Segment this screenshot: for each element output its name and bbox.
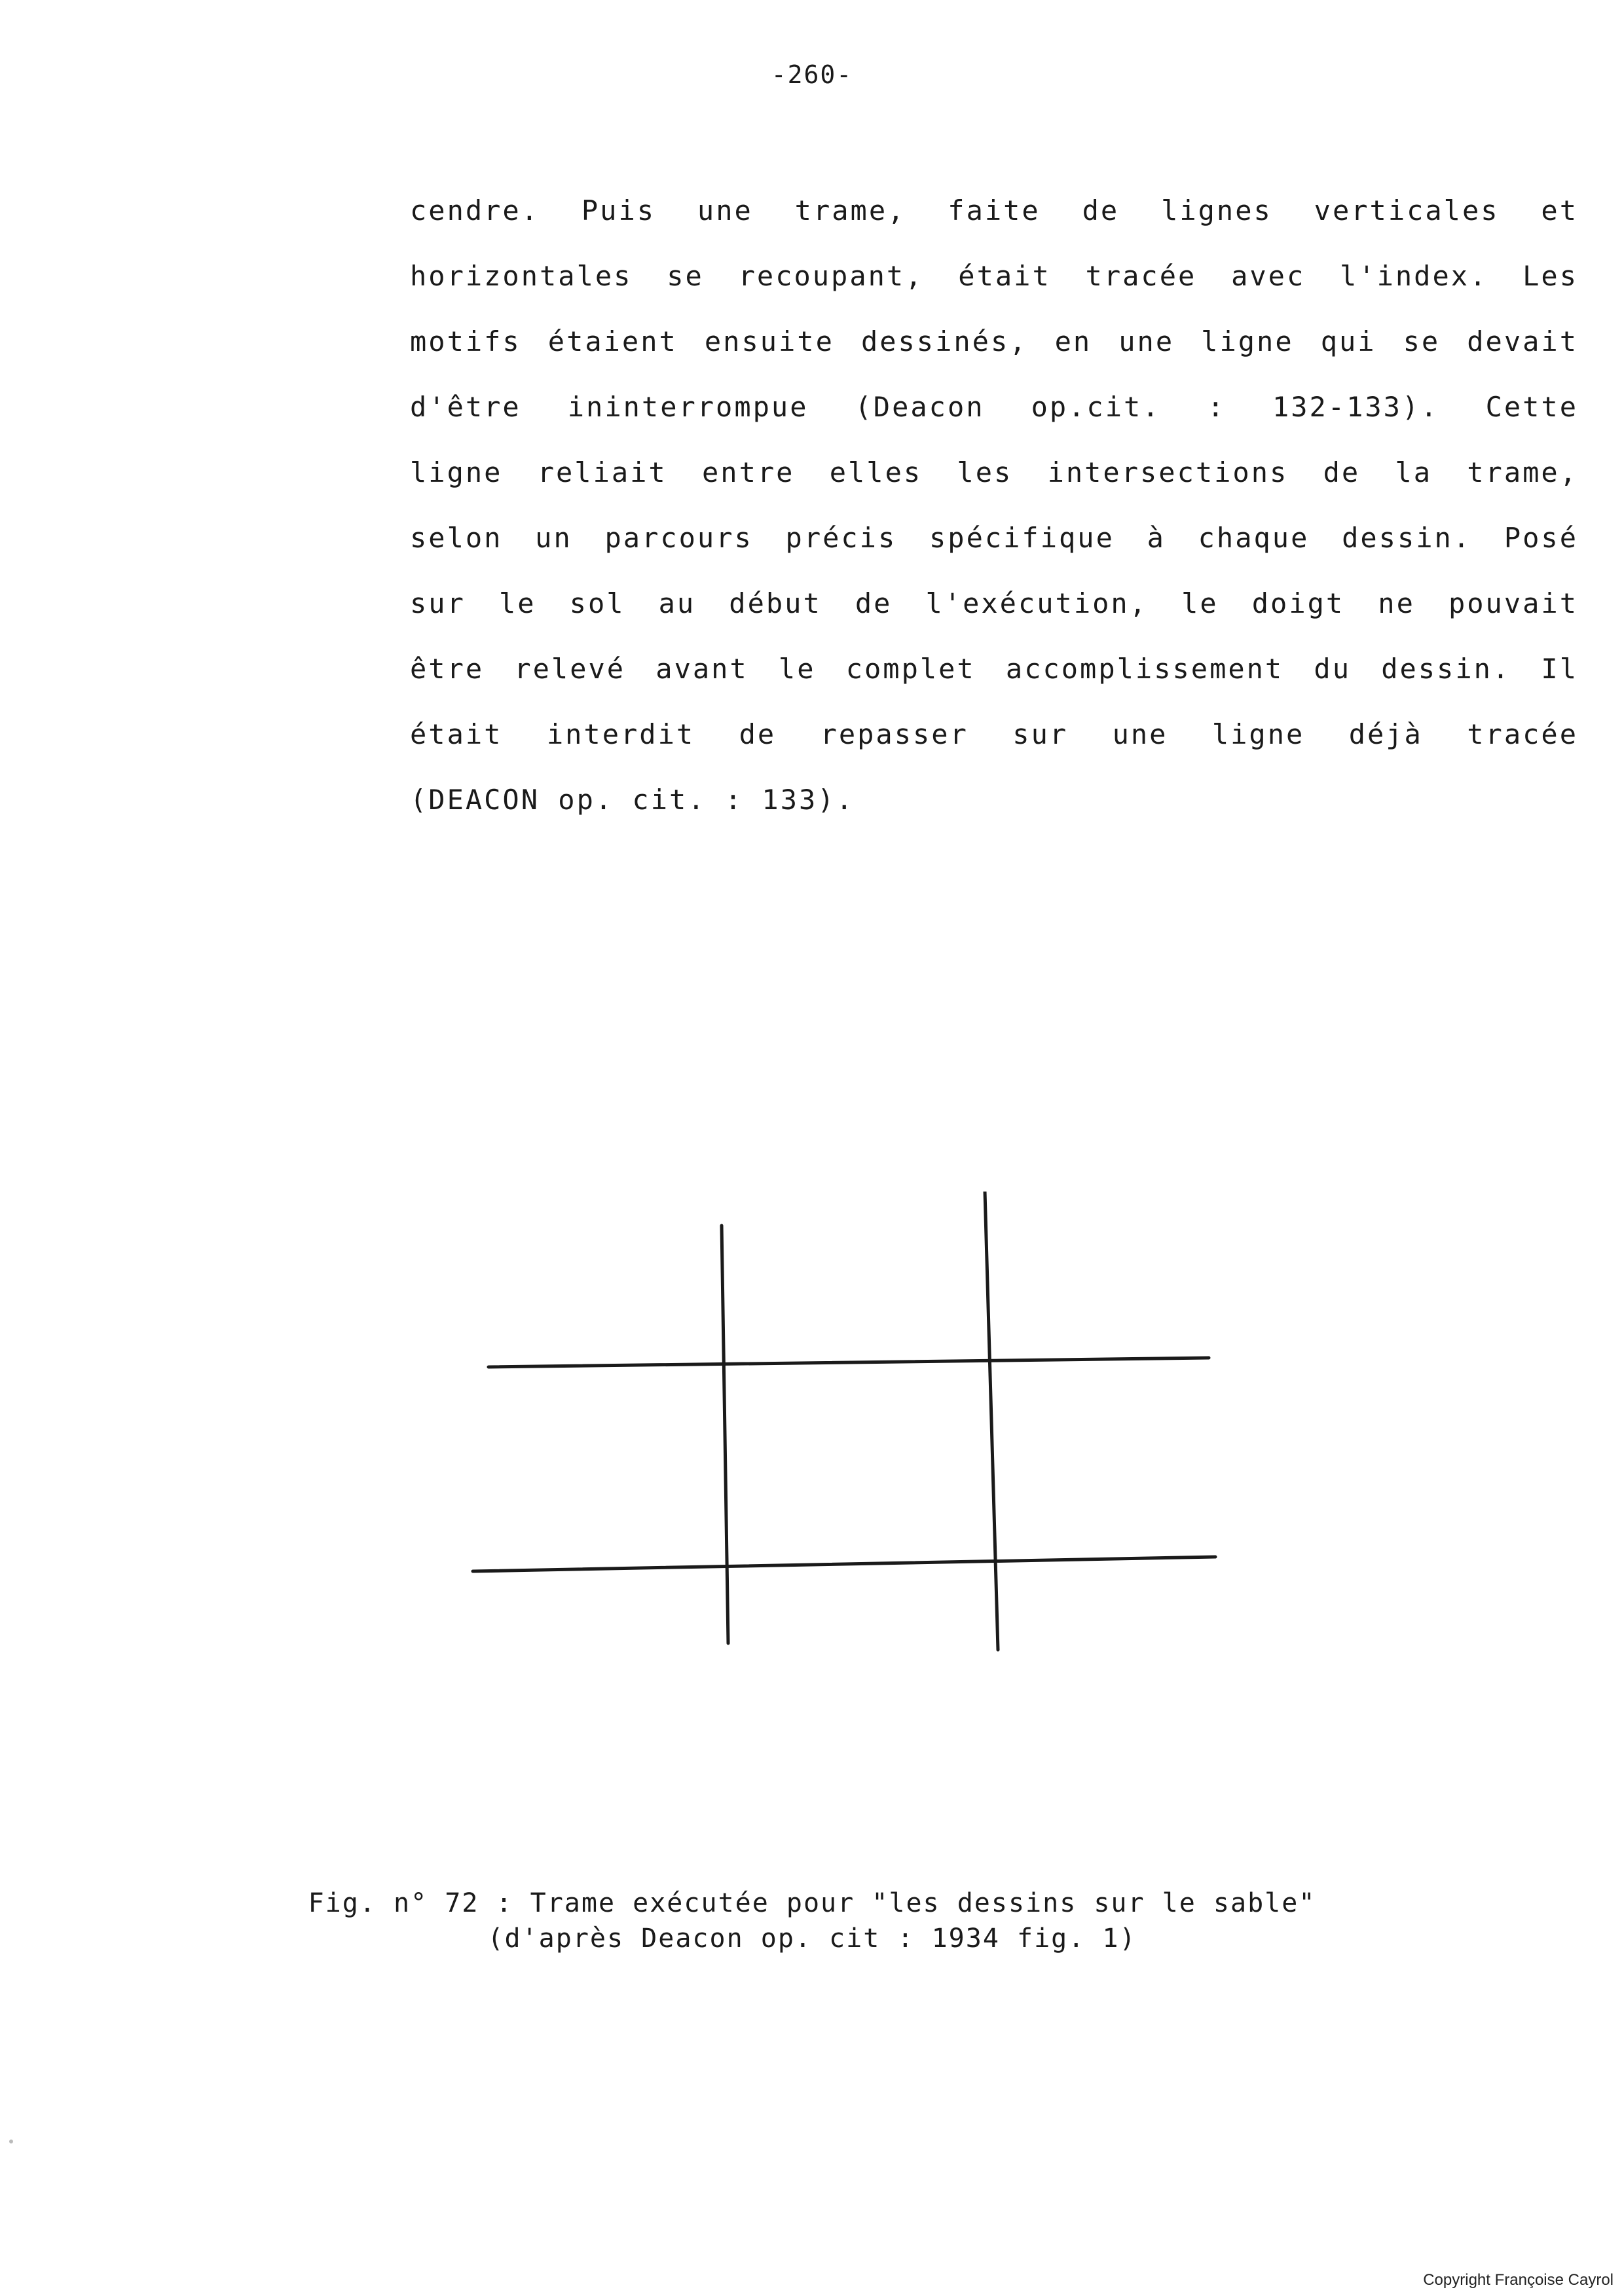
caption-line-2: (d'après Deacon op. cit : 1934 fig. 1): [487, 1923, 1137, 1954]
copyright-notice: Copyright Françoise Cayrol: [1423, 2271, 1614, 2289]
body-line: motifs étaient ensuite dessinés, en une ligne qui se devait: [410, 325, 1578, 357]
grid-line-vertical-left: [722, 1226, 728, 1643]
body-line: sur le sol au début de l'exécution, le doigt ne pouvait: [410, 587, 1578, 619]
grid-line-horizontal-bottom: [473, 1557, 1215, 1571]
figure-caption: [0, 1886, 1624, 1956]
body-line: ligne reliait entre elles les intersections de la trame,: [410, 456, 1578, 488]
body-line: selon un parcours précis spécifique à chaque dessin. Posé: [410, 522, 1578, 554]
grid-line-vertical-right: [985, 1192, 998, 1650]
body-line: était interdit de repasser sur une ligne déjà tracée: [410, 718, 1578, 750]
body-line: (DEACON op. cit. : 133).: [410, 784, 855, 816]
grid-figure: [458, 1192, 1244, 1683]
body-line: d'être ininterrompue (Deacon op.cit. : 132-133). Cette: [410, 391, 1578, 423]
scan-speck: [9, 2140, 13, 2143]
body-text: [410, 178, 1578, 833]
body-line: être relevé avant le complet accomplissement du dessin. Il: [410, 653, 1578, 685]
page-number: -260-: [771, 60, 853, 89]
body-line: horizontales se recoupant, était tracée avec l'index. Les: [410, 260, 1578, 292]
body-line: cendre. Puis une trame, faite de lignes verticales et: [410, 194, 1578, 227]
grid-line-horizontal-top: [489, 1358, 1209, 1367]
caption-line-1: Fig. n° 72 : Trame exécutée pour "les dessins sur le sable": [308, 1888, 1316, 1918]
